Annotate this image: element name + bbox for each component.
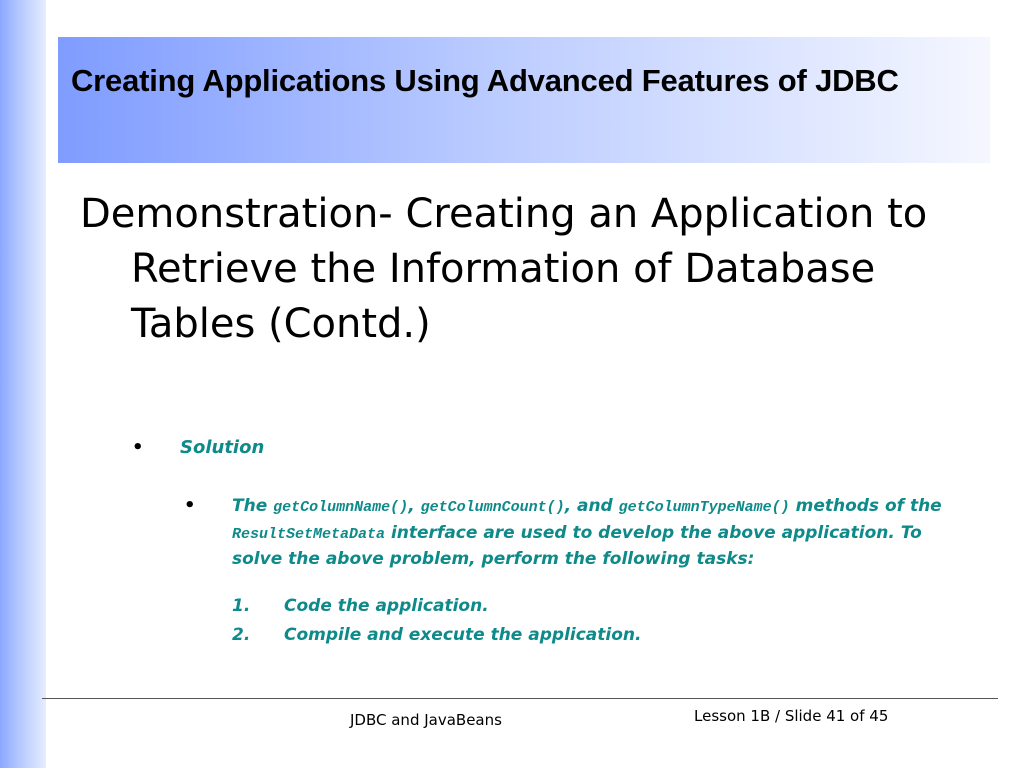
task-number: 2.: [232, 625, 251, 645]
description-part: methods of the: [789, 496, 942, 516]
description-part: , and: [564, 496, 619, 516]
bullet-icon: •: [132, 437, 144, 458]
task-text: Compile and execute the application.: [284, 625, 642, 645]
description-bullet: [184, 494, 954, 572]
title-band: [58, 37, 990, 163]
code-resultsetmetadata: ResultSetMetaData: [232, 525, 386, 543]
task-text: Code the application.: [284, 596, 489, 616]
solution-label: Solution: [180, 437, 265, 458]
description-text: [232, 494, 954, 572]
solution-bullet: [132, 437, 264, 458]
bullet-icon: •: [184, 495, 196, 516]
description-part: The: [232, 496, 274, 516]
footer-divider: [42, 698, 998, 699]
code-getcolumnname: getColumnName(): [273, 499, 409, 516]
description-part: interface are used to develop the above application. To solve the above problem, perform the following tasks:: [232, 522, 922, 569]
footer-course: JDBC and JavaBeans: [350, 711, 502, 729]
code-getcolumncount: getColumnCount(): [420, 499, 565, 516]
slide-title: Creating Applications Using Advanced Features of JDBC: [71, 63, 899, 98]
task-item: [232, 596, 489, 616]
code-getcolumntypename: getColumnTypeName(): [618, 499, 790, 516]
footer-slide-info: Lesson 1B / Slide 41 of 45: [694, 707, 889, 725]
slide-heading: Demonstration- Creating an Application to Retrieve the Information of Database Tables (Contd.): [80, 191, 928, 347]
left-decorative-bar: [0, 0, 46, 768]
task-item: [232, 625, 641, 645]
task-number: 1.: [232, 596, 251, 616]
description-part: ,: [408, 496, 421, 516]
